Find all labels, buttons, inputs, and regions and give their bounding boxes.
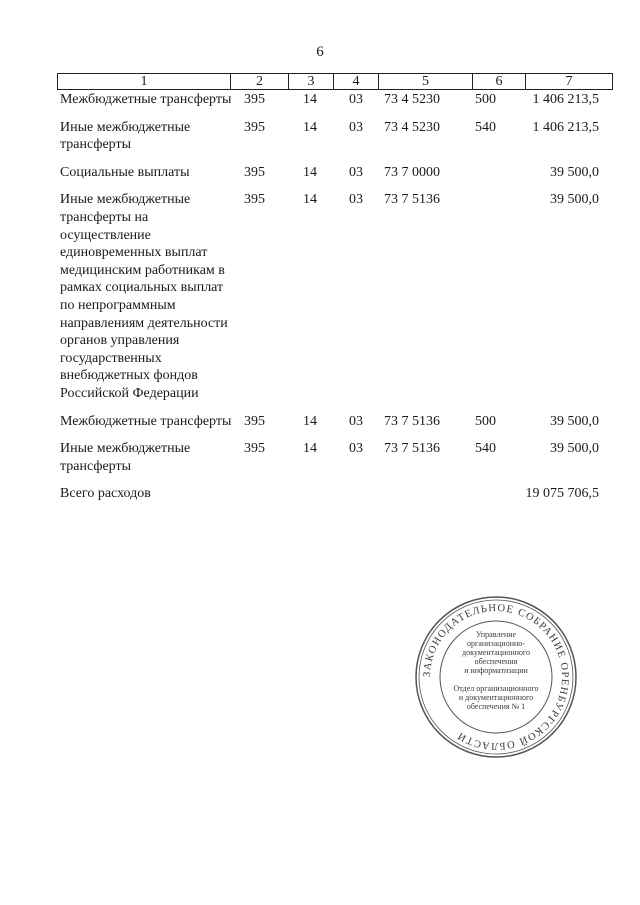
row-col-5: 73 7 5136 <box>384 413 440 429</box>
table-row <box>0 91 640 109</box>
row-name: Иные межбюджетные трансферты <box>60 441 191 474</box>
row-col-3: 14 <box>303 92 317 107</box>
stamp-ring-text: ЗАКОНОДАТЕЛЬНОЕ СОБРАНИЕ ОРЕНБУРГСКОЙ ОБЛАСТИ <box>421 602 571 752</box>
stamp-line: организационно- <box>467 639 525 648</box>
row-col-3: 14 <box>303 119 317 135</box>
row-name: Иные межбюджетные трансферты на осуществление единовременных выплат медицинским работникам в рамках социальных выплат по непрограммным направлениям деятельности органов управления государственных внебюджетных фондов Российской Федерации <box>60 192 228 401</box>
row-col-2: 395 <box>244 119 265 135</box>
stamp-line: Управление <box>475 630 517 639</box>
page-number: 6 <box>316 44 324 60</box>
stamp-line: обеспечения № 1 <box>466 702 526 711</box>
stamp-line: и документационного <box>458 693 534 702</box>
row-col-4: 03 <box>349 164 363 180</box>
row-col-6: 500 <box>475 413 496 429</box>
table-row <box>0 440 640 475</box>
column-number-header <box>57 73 613 90</box>
total-row <box>0 485 640 503</box>
row-name: Социальные выплаты <box>60 164 190 180</box>
row-col-7: 39 500,0 <box>550 192 599 208</box>
stamp-line: обеспечения <box>474 657 518 666</box>
row-col-6: 500 <box>475 92 496 107</box>
row-col-2: 395 <box>244 441 265 457</box>
header-col-3: 3 <box>289 74 334 90</box>
expense-rows <box>0 91 640 503</box>
row-col-2: 395 <box>244 192 265 208</box>
row-col-6: 540 <box>475 119 496 135</box>
row-col-4: 03 <box>349 441 363 457</box>
row-col-4: 03 <box>349 92 363 107</box>
stamp-line: Отдел организационного <box>453 684 539 693</box>
table-row <box>0 191 640 402</box>
row-col-3: 14 <box>303 413 317 429</box>
header-col-1: 1 <box>58 74 231 90</box>
official-stamp <box>412 593 580 761</box>
header-col-2: 2 <box>231 74 289 90</box>
row-col-3: 14 <box>303 441 317 457</box>
table-row <box>0 164 640 182</box>
row-col-5: 73 7 5136 <box>384 192 440 208</box>
row-name: Межбюджетные трансферты <box>60 92 232 107</box>
row-col-5: 73 7 0000 <box>384 164 440 180</box>
row-col-5: 73 4 5230 <box>384 119 440 135</box>
row-col-2: 395 <box>244 164 265 180</box>
stamp-inner-text <box>412 593 580 761</box>
total-label: Всего расходов <box>60 486 151 502</box>
row-name: Иные межбюджетные трансферты <box>60 119 191 153</box>
header-col-4: 4 <box>334 74 379 90</box>
table-row <box>0 413 640 431</box>
row-col-7: 39 500,0 <box>550 413 599 429</box>
row-col-5: 73 7 5136 <box>384 441 440 457</box>
row-col-7: 1 406 213,5 <box>532 92 599 107</box>
row-name: Межбюджетные трансферты <box>60 413 232 429</box>
row-col-3: 14 <box>303 192 317 208</box>
total-value: 19 075 706,5 <box>525 486 599 502</box>
row-col-2: 395 <box>244 92 265 107</box>
row-col-5: 73 4 5230 <box>384 92 440 107</box>
row-col-7: 1 406 213,5 <box>532 119 599 135</box>
header-col-7: 7 <box>526 74 613 90</box>
row-col-4: 03 <box>349 192 363 208</box>
stamp-line: и информатизации <box>464 666 528 675</box>
row-col-2: 395 <box>244 413 265 429</box>
table-row <box>0 119 640 154</box>
row-col-4: 03 <box>349 119 363 135</box>
row-col-7: 39 500,0 <box>550 441 599 457</box>
row-col-7: 39 500,0 <box>550 164 599 180</box>
header-col-5: 5 <box>379 74 473 90</box>
row-col-6: 540 <box>475 441 496 457</box>
header-col-6: 6 <box>473 74 526 90</box>
row-col-4: 03 <box>349 413 363 429</box>
row-col-3: 14 <box>303 164 317 180</box>
stamp-line: документационного <box>462 648 530 657</box>
